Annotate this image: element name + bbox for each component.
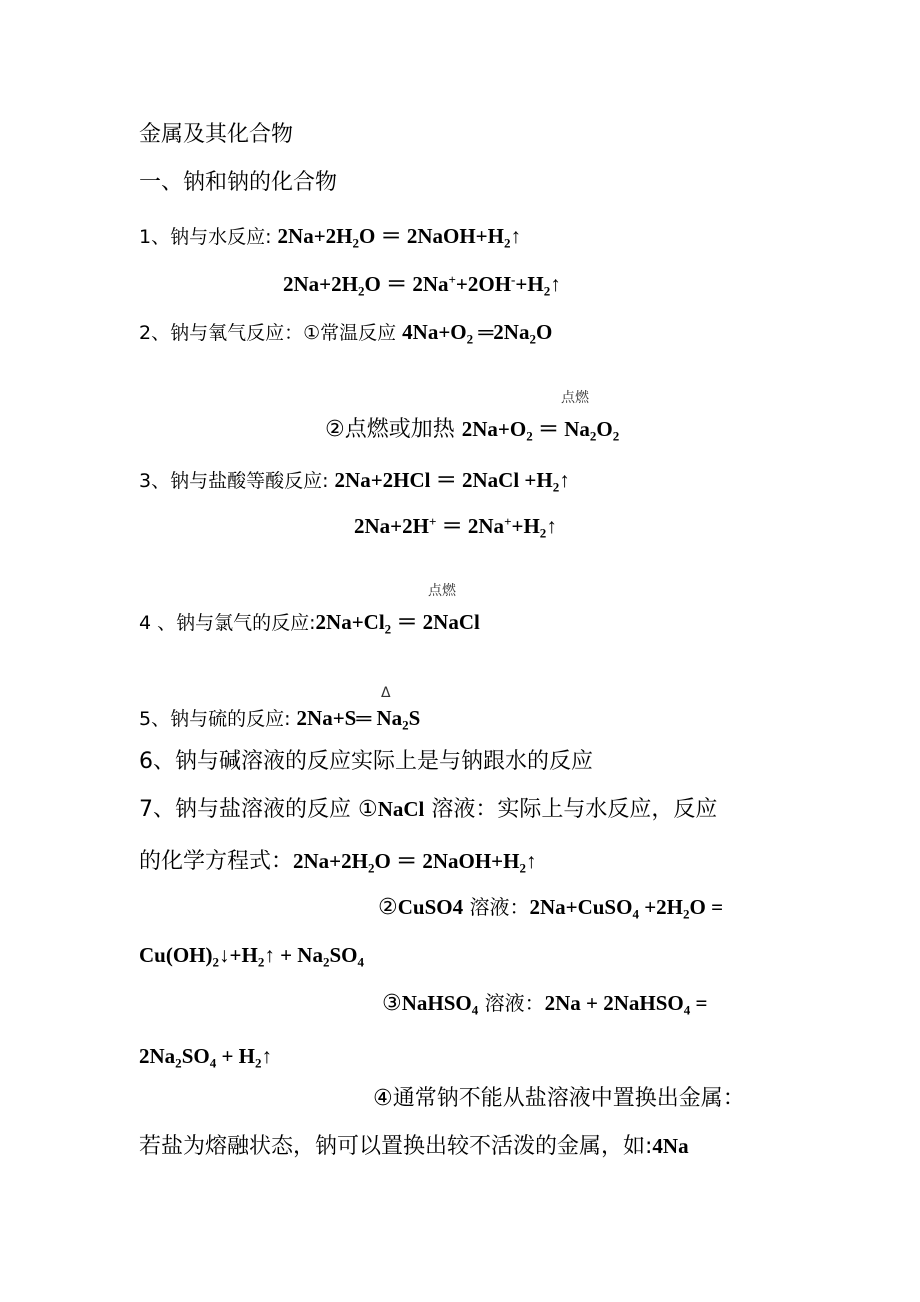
item-7-case-4: ④通常钠不能从盐溶液中置换出金属：: [373, 1086, 745, 1111]
item-7-line2-equation: $2Na+2H_2O$ ＝ $2NaOH+H_2↑$: [293, 849, 537, 876]
cuso4-equation: 2Na+CuSO$_4$ $+2H_2O$ =: [529, 895, 724, 922]
item-5-line: [139, 706, 421, 733]
item-2-equation: $4Na+O_2$ $═2Na_2O$: [402, 320, 553, 347]
item-7-nacl: NaCl: [377, 797, 425, 821]
page-title: 金属及其化合物: [139, 122, 294, 147]
item-7-line-2: [139, 849, 537, 876]
item-7-line2-text: 的化学方程式：: [139, 849, 294, 874]
item-1-equation: $2Na+2H_2O$ ＝ $2NaOH+H_2↑$: [277, 224, 522, 251]
cuso4-name: CuSO4: [397, 895, 464, 919]
item-3-ionic-equation: $2Na+2H^+ = 2Na^++H_2↑$: [354, 513, 557, 541]
nahso4-text: 溶液：: [478, 991, 545, 1015]
item-5-equation: 2Na+S═ $Na_2S$: [296, 706, 421, 733]
item-1-ionic-equation: $2Na+2H_2O$ ＝ $2Na^++2OH^-+H_2↑$: [283, 271, 561, 299]
item-7-nahso4-line: [382, 991, 708, 1018]
case-4-equation: 4Na: [652, 1134, 689, 1158]
item-6-text: 6、钠与碱溶液的反应实际上是与钠跟水的反应: [139, 749, 593, 774]
item-7-label: 7、钠与盐溶液的反应 ①: [139, 797, 378, 822]
item-7-cuso4-line: [378, 895, 724, 922]
nahso4-marker: ③: [382, 991, 402, 1016]
item-2-sub-label: ②点燃或加热: [325, 417, 462, 442]
section-heading: 一、钠和钠的化合物: [139, 170, 338, 195]
item-5-condition: Δ: [381, 685, 391, 701]
item-7-case-4-line-2: [139, 1136, 689, 1158]
item-1-line: [139, 224, 522, 251]
item-3-equation: 2Na+2HCl ＝ 2NaCl $+H_2↑$: [334, 468, 570, 495]
item-2-label: 2、钠与氧气反应：①常温反应: [139, 322, 403, 344]
item-7-nahso4-products: $2Na_2SO_4$ + $H_2↑$: [139, 1044, 273, 1071]
nahso4-equation: 2Na + 2NaHSO$_4$ =: [544, 991, 708, 1018]
item-2-condition: 点燃: [561, 390, 589, 406]
case-4-text: 若盐为熔融状态，钠可以置换出较不活泼的金属，如:: [139, 1134, 653, 1159]
item-4-condition: 点燃: [428, 583, 456, 599]
item-4-label: 4 、钠与氯气的反应:: [139, 612, 316, 634]
item-3-label: 3、钠与盐酸等酸反应:: [139, 470, 335, 492]
item-2-line: [139, 320, 553, 347]
item-4-equation: $2Na+Cl_2$ ＝ 2NaCl: [315, 610, 480, 637]
cuso4-marker: ②: [378, 895, 398, 920]
item-7-nacl-text: 溶液：实际上与水反应，反应: [424, 797, 718, 822]
item-1-label: 1、钠与水反应:: [139, 226, 278, 248]
item-5-label: 5、钠与硫的反应:: [139, 708, 297, 730]
item-7-line: [139, 799, 717, 821]
nahso4-name: NaHSO$_4$: [401, 991, 479, 1018]
cuso4-text: 溶液：: [463, 895, 530, 919]
item-4-line: [139, 610, 480, 637]
item-2-sub-equation: $2Na+O_2 = Na_2O_2$: [461, 417, 620, 444]
item-2-sub-line: [325, 417, 620, 444]
item-7-cuso4-products: $Cu(OH)_2↓+H_2↑ + Na_2SO_4$: [139, 943, 365, 970]
item-3-line: [139, 468, 570, 495]
